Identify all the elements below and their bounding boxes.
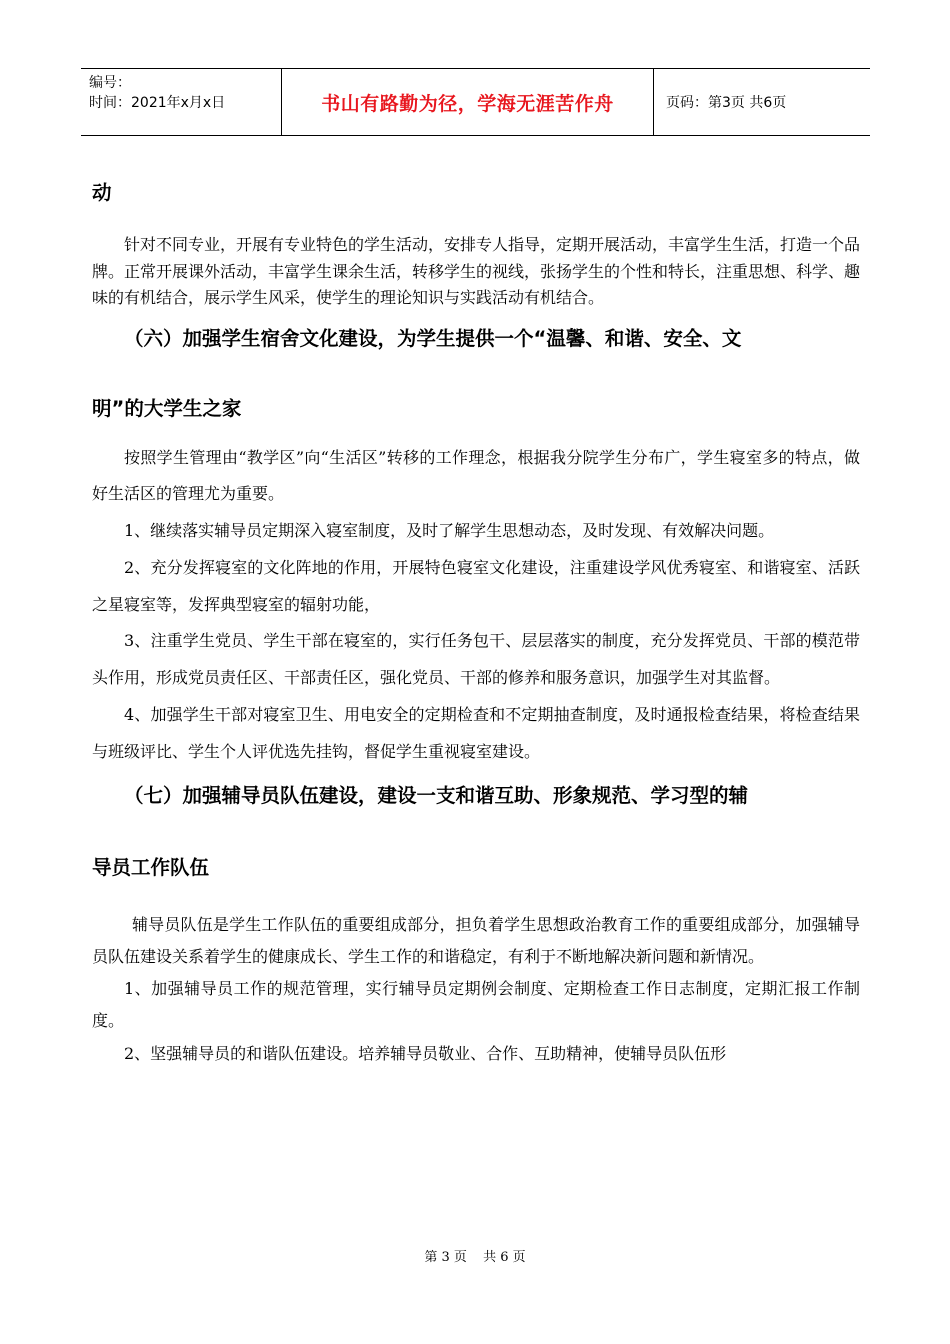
heading-continuation: 动 <box>92 181 112 204</box>
section-heading-6-line2: 明”的大学生之家 <box>92 396 242 420</box>
paragraph-activities: 针对不同专业，开展有专业特色的学生活动，安排专人指导，定期开展活动，丰富学生生活，打造一个品牌。正常开展课外活动，丰富学生课余生活，转移学生的视线，张扬学生的个性和特长，注重思想、科学、趣味的有机结合，展示学生风采，使学生的理论知识与实践活动有机结合。 <box>92 235 861 307</box>
dorm-list-item-1: 1、继续落实辅导员定期深入寝室制度，及时了解学生思想动态，及时发现、有效解决问题。 <box>124 521 775 541</box>
dorm-list-item-4: 4、加强学生干部对寝室卫生、用电安全的定期检查和不定期抽查制度，及时通报检查结果，将检查结果与班级评比、学生个人评优选先挂钩，督促学生重视寝室建设。 <box>92 705 860 761</box>
dorm-list-item-3: 3、注重学生党员、学生干部在寝室的，实行任务包干、层层落实的制度，充分发挥党员、干部的模范带头作用，形成党员责任区、干部责任区，强化党员、干部的修养和服务意识，加强学生对其监督。 <box>92 631 860 688</box>
section-heading-7-line1: （七）加强辅导员队伍建设，建设一支和谐互助、形象规范、学习型的辅 <box>124 783 749 807</box>
dorm-list-item-2: 2、充分发挥寝室的文化阵地的作用，开展特色寝室文化建设，注重建设学风优秀寝室、和谐寝室、活跃之星寝室等，发挥典型寝室的辐射功能， <box>92 557 860 614</box>
footer-page-total: 共 6 页 <box>483 1250 526 1265</box>
document-date-label: 时间：2021年x月x日 <box>89 95 226 111</box>
section-heading-7-line2: 导员工作队伍 <box>92 855 210 879</box>
header-motto: 书山有路勤为径，学海无涯苦作舟 <box>282 69 654 135</box>
header-page-label: 页码：第3页 共6页 <box>666 95 787 111</box>
header-meta-cell <box>81 69 282 135</box>
document-body <box>92 172 860 1071</box>
document-number-label: 编号： <box>89 75 131 91</box>
document-header <box>81 68 870 136</box>
section-heading-6-line1: （六）加强学生宿舍文化建设，为学生提供一个“温馨、和谐、安全、文 <box>124 326 742 350</box>
counselor-list-item-2: 2、坚强辅导员的和谐队伍建设。培养辅导员敬业、合作、互助精神，使辅导员队伍形 <box>124 1043 727 1063</box>
footer-page-number: 第 3 页 <box>424 1250 467 1265</box>
counselor-list-item-1: 1、加强辅导员工作的规范管理，实行辅导员定期例会制度、定期检查工作日志制度，定期汇报工作制度。 <box>92 978 860 1030</box>
paragraph-counselor-intro: 辅导员队伍是学生工作队伍的重要组成部分，担负着学生思想政治教育工作的重要组成部分，加强辅导员队伍建设关系着学生的健康成长、学生工作的和谐稳定，有利于不断地解决新问题和新情况。 <box>92 914 860 966</box>
paragraph-dorm-intro: 按照学生管理由“教学区”向“生活区”转移的工作理念，根据我分院学生分布广，学生寝室多的特点，做好生活区的管理尤为重要。 <box>92 447 860 504</box>
page-footer <box>0 1246 950 1265</box>
